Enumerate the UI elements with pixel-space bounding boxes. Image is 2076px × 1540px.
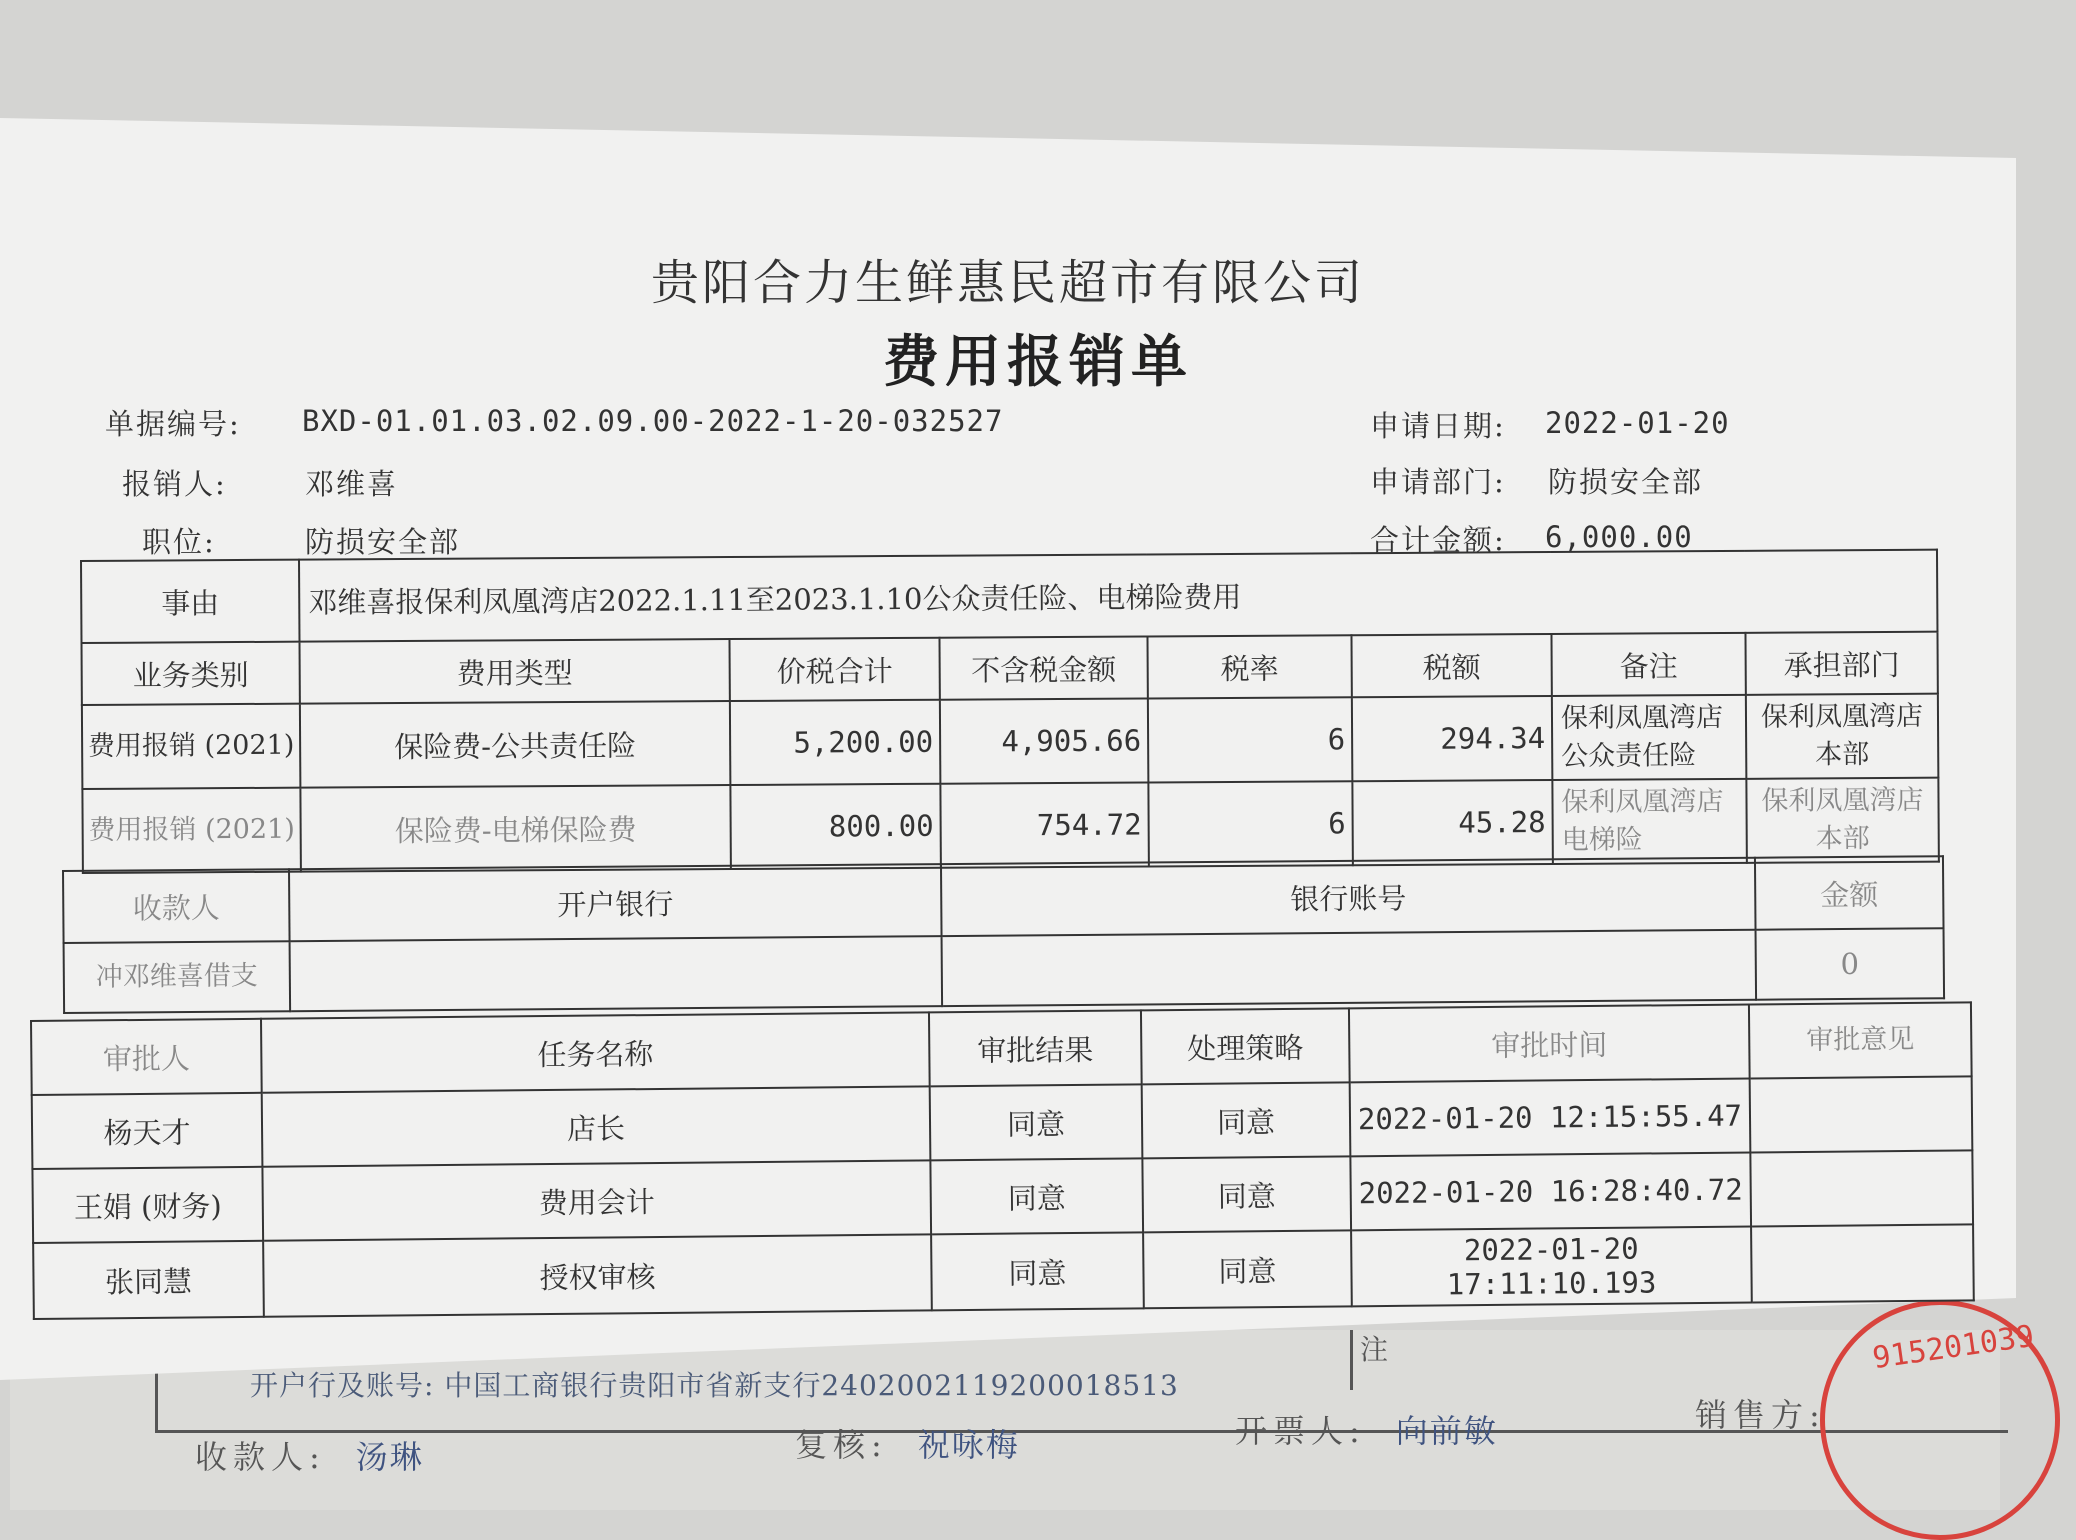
table-row — [64, 928, 1944, 1013]
bearing-dept-cell: 保利凤凰湾店本部 — [1746, 694, 1939, 779]
dept-label: 申请部门: — [1370, 465, 1506, 499]
position-label: 职位: — [142, 525, 216, 559]
opinion-cell — [1750, 1076, 1973, 1152]
col-task-name: 任务名称 — [261, 1012, 930, 1092]
time-cell: 2022-01-20 16:28:40.72 — [1350, 1152, 1751, 1230]
col-payee: 收款人 — [63, 869, 290, 943]
invoice-reviewer — [795, 1420, 1020, 1466]
col-total-with-tax: 价税合计 — [729, 638, 939, 701]
position-value: 防损安全部 — [305, 525, 461, 559]
invoice-issuer-value: 向前敏 — [1395, 1412, 1498, 1450]
form-title: 费用报销单 — [883, 329, 1193, 395]
tax-rate-cell: 6 — [1148, 781, 1353, 866]
doc-no-label: 单据编号: — [105, 407, 241, 441]
table-row — [82, 694, 1938, 789]
approval-table — [30, 1001, 1975, 1320]
doc-no-value: BXD-01.01.03.02.09.00-2022-1-20-032527 — [302, 404, 1004, 438]
strategy-cell: 同意 — [1143, 1230, 1352, 1308]
col-opinion: 审批意见 — [1749, 1002, 1972, 1078]
business-category-cell: 费用报销 (2021) — [82, 788, 301, 873]
payee-cell: 冲邓维喜借支 — [64, 941, 291, 1013]
col-bank: 开户银行 — [289, 864, 942, 941]
reason-text: 邓维喜报保利凤凰湾店2022.1.11至2023.1.10公众责任险、电梯险费用 — [299, 550, 1937, 642]
total-with-tax-cell: 5,200.00 — [730, 700, 941, 785]
invoice-payee-value: 汤琳 — [355, 1438, 424, 1476]
applicant-label: 报销人: — [122, 467, 227, 501]
amount-ex-tax-cell: 754.72 — [940, 782, 1149, 867]
time-cell: 2022-01-20 17:11:10.193 — [1351, 1226, 1752, 1306]
col-tax-rate: 税率 — [1147, 635, 1351, 698]
total-label: 合计金额: — [1370, 523, 1506, 557]
invoice-reviewer-value: 祝咏梅 — [917, 1426, 1020, 1464]
stamp-text: 915201039 — [1870, 1318, 2037, 1377]
strategy-cell: 同意 — [1142, 1082, 1351, 1158]
invoice-payee — [195, 1432, 424, 1478]
date-value: 2022-01-20 — [1545, 406, 1730, 440]
col-strategy: 处理策略 — [1141, 1008, 1350, 1084]
business-category-cell: 费用报销 (2021) — [82, 704, 301, 789]
col-business-category: 业务类别 — [82, 642, 300, 705]
expense-type-cell: 保险费-公共责任险 — [300, 701, 731, 788]
col-expense-type: 费用类型 — [300, 639, 730, 704]
tax-amount-cell: 45.28 — [1352, 780, 1553, 865]
col-bearing-dept: 承担部门 — [1745, 632, 1937, 695]
invoice-note-label: 注 — [1360, 1333, 1389, 1366]
account-cell — [942, 930, 1757, 1006]
col-time: 审批时间 — [1349, 1004, 1750, 1082]
strategy-cell: 同意 — [1142, 1156, 1351, 1232]
approver-cell: 王娟 (财务) — [32, 1167, 263, 1243]
remark-cell: 保利凤凰湾店公众责任险 — [1552, 695, 1747, 780]
date-label: 申请日期: — [1370, 409, 1506, 443]
task-name-cell: 授权审核 — [263, 1234, 932, 1316]
result-cell: 同意 — [931, 1232, 1144, 1310]
invoice-reviewer-label: 复核: — [795, 1426, 888, 1464]
approver-cell: 张同慧 — [33, 1241, 264, 1319]
invoice-divider — [1350, 1330, 1353, 1390]
expense-table — [80, 549, 1940, 874]
col-amount-ex-tax: 不含税金额 — [939, 636, 1147, 699]
amount-cell: 0 — [1756, 928, 1945, 999]
time-cell: 2022-01-20 12:15:55.47 — [1350, 1078, 1751, 1156]
opinion-cell — [1750, 1150, 1973, 1226]
col-amount: 金额 — [1755, 856, 1944, 929]
result-cell: 同意 — [930, 1084, 1143, 1160]
remark-cell: 保利凤凰湾店电梯险 — [1552, 779, 1747, 864]
tax-amount-cell: 294.34 — [1352, 696, 1553, 781]
total-with-tax-cell: 800.00 — [730, 784, 941, 869]
applicant-value: 邓维喜 — [305, 467, 399, 501]
col-tax-amount: 税额 — [1351, 634, 1551, 697]
dept-value: 防损安全部 — [1548, 465, 1704, 499]
tax-rate-cell: 6 — [1148, 697, 1353, 782]
task-name-cell: 店长 — [262, 1086, 931, 1166]
col-remark: 备注 — [1551, 633, 1745, 696]
amount-ex-tax-cell: 4,905.66 — [940, 698, 1149, 783]
opinion-cell — [1751, 1224, 1974, 1302]
invoice-payee-label: 收款人: — [195, 1438, 326, 1476]
reason-row — [81, 550, 1937, 643]
result-cell: 同意 — [930, 1158, 1143, 1234]
invoice-seller-label: 销售方: — [1695, 1396, 1826, 1434]
task-name-cell: 费用会计 — [262, 1160, 931, 1240]
bank-cell — [290, 936, 943, 1011]
approver-cell: 杨天才 — [32, 1093, 263, 1169]
expense-header-row — [82, 632, 1938, 705]
payee-table — [62, 855, 1945, 1014]
total-value: 6,000.00 — [1545, 520, 1693, 554]
invoice-issuer-label: 开票人: — [1235, 1412, 1366, 1450]
invoice-issuer — [1235, 1406, 1498, 1452]
expense-type-cell: 保险费-电梯保险费 — [300, 785, 731, 872]
col-result: 审批结果 — [929, 1010, 1142, 1086]
col-approver: 审批人 — [31, 1019, 262, 1095]
reason-label: 事由 — [81, 560, 299, 643]
company-name: 贵阳合力生鲜惠民超市有限公司 — [650, 255, 1365, 311]
col-account: 银行账号 — [941, 858, 1756, 936]
invoice-bank-line: 开户行及账号: 中国工商银行贵阳市省新支行2402002119200018513 — [250, 1369, 1179, 1402]
bearing-dept-cell: 保利凤凰湾店本部 — [1746, 778, 1939, 863]
